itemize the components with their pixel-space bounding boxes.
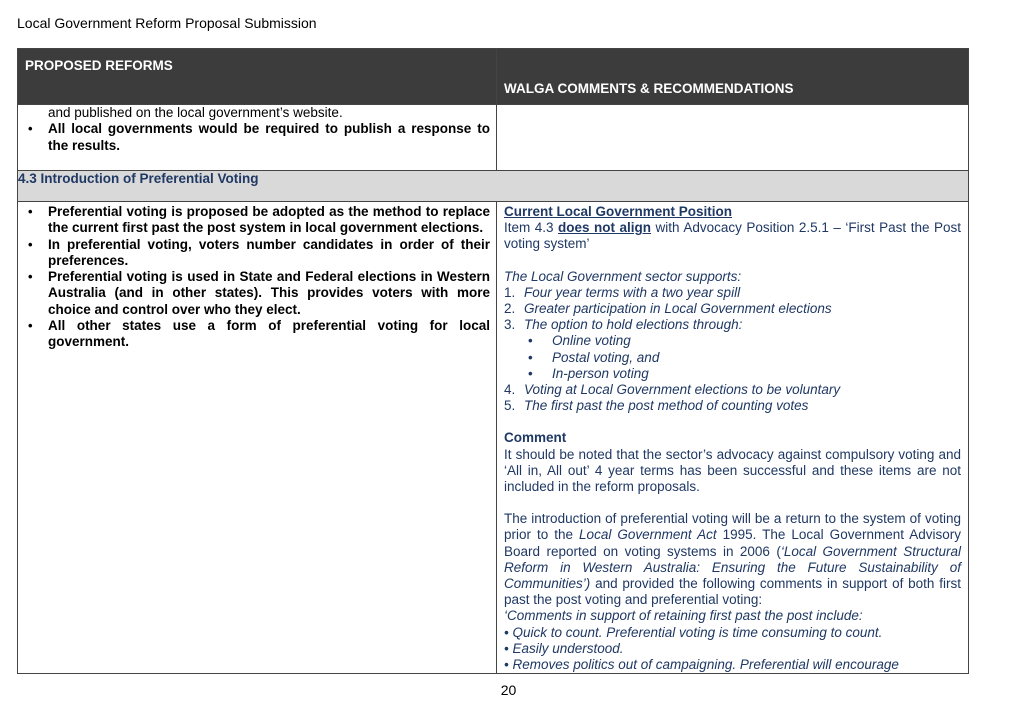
position-heading: Current Local Government Position — [504, 204, 733, 219]
section-title: 4.3 Introduction of Preferential Voting — [18, 171, 969, 202]
list-item: • Preferential voting is used in State and Federal elections in Western Australia (and in other states). This provides voters with more choice and control over who they elect. — [48, 269, 490, 318]
list-item: 1. Four year terms with a two year spill — [504, 284, 741, 300]
continued-reform-cell — [18, 105, 497, 171]
document-header: Local Government Reform Proposal Submission — [17, 15, 317, 31]
advocacy-position-text: Item 4.3 does not align with Advocacy Position 2.5.1 – ‘First Past the Post voting system’ — [504, 220, 961, 252]
voting-options-list — [504, 333, 961, 382]
empty-comment-cell — [497, 105, 969, 171]
table-row — [18, 202, 969, 674]
quote-item: • Easily understood. — [504, 640, 624, 656]
list-item: 2. Greater participation in Local Government elections — [504, 301, 832, 317]
list-item: • In-person voting — [552, 366, 961, 382]
quote-intro: ‘Comments in support of retaining first past the post include: — [504, 608, 863, 624]
list-item: • In preferential voting, voters number candidates in order of their preferences. — [48, 237, 490, 270]
list-item: and published on the local government’s website. — [48, 105, 343, 120]
table-row — [18, 105, 969, 171]
proposed-reforms-cell — [18, 202, 497, 674]
page-number: 20 — [500, 682, 517, 698]
list-item: 4. Voting at Local Government elections to be voluntary — [504, 382, 841, 398]
list-item: 3. The option to hold elections through: — [504, 317, 743, 333]
reforms-table — [17, 48, 969, 674]
comment-paragraph: It should be noted that the sector’s advocacy against compulsory voting and ‘All in, All out’ 4 year terms has been successful and these items are not included in the reform proposals. — [504, 446, 961, 495]
list-item: • Postal voting, and — [552, 350, 961, 366]
preferential-voting-paragraph: The introduction of preferential voting will be a return to the system of voting prior to the Local Government Act 1995. The Local Government Advisory Board reported on voting systems in 2006 (‘Local Government Structural Reform in Western Australia: Ensuring the Future Sustainability of Communities’) and provided the following comments in support of both first past the post voting and preferential voting: — [504, 511, 961, 608]
walga-comments-cell — [497, 202, 969, 674]
quote-item: • Quick to count. Preferential voting is time consuming to count. — [504, 624, 883, 640]
left-column-header: PROPOSED REFORMS — [18, 49, 497, 105]
list-item: • Online voting — [552, 333, 961, 349]
list-item: • All local governments would be required to publish a response to the results. — [48, 121, 490, 154]
sector-supports-list-continued — [504, 382, 961, 414]
table-header-row — [18, 49, 969, 105]
sector-supports-list — [504, 285, 961, 334]
section-row — [18, 171, 969, 202]
quote-item: • Removes politics out of campaigning. Preferential will encourage — [504, 657, 899, 673]
sector-intro: The Local Government sector supports: — [504, 268, 742, 284]
list-item: • All other states use a form of preferential voting for local government. — [48, 318, 490, 351]
comment-heading: Comment — [504, 430, 567, 446]
list-item: • Preferential voting is proposed be adopted as the method to replace the current first past the post system in local government elections. — [48, 204, 490, 237]
list-item: 5. The first past the post method of counting votes — [504, 398, 809, 414]
right-column-header: WALGA COMMENTS & RECOMMENDATIONS — [497, 49, 969, 105]
